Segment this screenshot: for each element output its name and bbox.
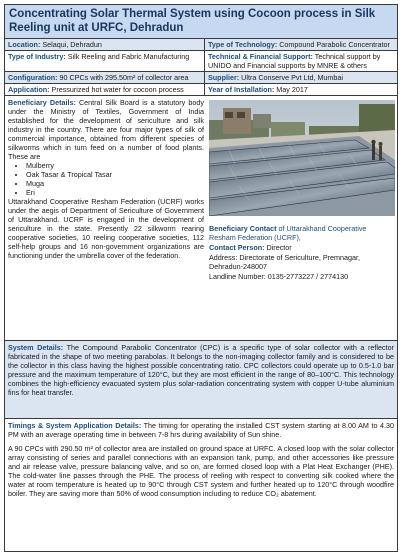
beneficiary-contact xyxy=(209,224,395,282)
case-study-page xyxy=(4,4,398,552)
application-cell xyxy=(5,84,205,95)
contact-address: Address: Directorate of Sericulture, Premnagar, Dehradun-248007 xyxy=(209,253,361,271)
beneficiary-section xyxy=(5,96,397,341)
industry-cell xyxy=(5,51,205,71)
contact-label: Beneficiary Contact xyxy=(209,224,277,233)
support-label: Technical & Financial Support: xyxy=(208,52,313,61)
silk-type-item: • Muga xyxy=(26,179,204,188)
configuration-cell xyxy=(5,72,205,83)
tech-type-value: Compound Parabolic Concentrator xyxy=(277,40,390,49)
application-label: Application: xyxy=(8,85,50,94)
supplier-label: Supplier: xyxy=(208,73,240,82)
silk-type-item: • Mulberry xyxy=(26,161,204,170)
configuration-label: Configuration: xyxy=(8,73,58,82)
contact-person-label: Contact Person: xyxy=(209,243,265,252)
info-row-1 xyxy=(5,39,397,51)
contact-phone: Landline Number: 0135-2773227 / 2774130 xyxy=(209,272,349,281)
tech-type-cell xyxy=(205,39,397,50)
support-cell xyxy=(205,51,397,71)
industry-value: Silk Reeling and Fabric Manufacturing xyxy=(65,52,190,61)
system-text: The Compound Parabolic Concentrator (CPC) is a specific type of solar collector with a reflector fabricated in the shape of two meeting parabolas. It belongs to the non-imaging collector family and is considered to be the collector in this class having the highest possible concentrating ratio. CPC collectors could operate up to 0.5-1.0 bar pressure and the maximum temperature of 120°C, but they are most efficient in the range of 80–100°C. This technology combines the high-efficiency evacuated system plus solar-radiation concentrating system with copper U-tube aluminium fins for heat transfer. xyxy=(8,343,395,397)
beneficiary-text xyxy=(8,98,204,260)
contact-person: Director xyxy=(264,243,292,252)
beneficiary-intro: Central Silk Board is a statutory body under the Ministry of Textiles, Government of India established for the development of sericulture and silk industry in the country. There are four major types of silk of commercial importance, obtained from different species of silkworms which in turn feed on a number of food plants. These are xyxy=(8,98,204,161)
beneficiary-label: Beneficiary Details: xyxy=(8,98,76,107)
supplier-cell xyxy=(205,72,397,83)
contact-org: of Uttarakhand Cooperative Resham Federation (UCRF), xyxy=(209,224,367,242)
silk-type-item: • Eri xyxy=(26,188,204,197)
location-label: Location: xyxy=(8,40,41,49)
timing-text-1: The timing for operating the installed CST system starting at 8.00 AM to 4.30 PM with an average operating time in between 7-8 hrs during availability of Sun shine. xyxy=(8,421,394,439)
installation-value: May 2017 xyxy=(274,85,308,94)
info-row-4 xyxy=(5,84,397,96)
solar-field-image xyxy=(209,100,395,216)
page-title: Concentrating Solar Thermal System using Cocoon process in Silk Reeling unit at URFC, Dehradun xyxy=(5,5,397,39)
tech-type-label: Type of Technology: xyxy=(208,40,278,49)
silk-types-list xyxy=(26,161,204,197)
location-value: Selaqui, Dehradun xyxy=(40,40,102,49)
system-label: System Details: xyxy=(8,343,64,352)
solar-collector-photo xyxy=(209,100,395,216)
application-value: Pressurized hot water for cocoon process xyxy=(49,85,184,94)
installation-label: Year of Installation: xyxy=(208,85,275,94)
timing-text-2: A 90 CPCs with 290.50 m² of collector area are installed on ground space at URFC. A closed loop with the solar collector array consisting of series and parallel connections with an expansion tank, pump, and other accessories like pressure and air release valve, pressure balancing valve, and so on, are formed closed loop with a Plat Heat Exchanger (PHE). The cold-water line passes through the PHE. The process of reeling with respect to converting silk cooked where the water at room temperature is heated up to 90°C through CST system and further heated up to 120°C through woodfire boiler. They are saving more than 50% of wood consumption including to reduce CO₂ abatement. xyxy=(8,444,394,498)
silk-type-item: • Oak Tasar & Tropical Tasar xyxy=(26,170,204,179)
timing-details xyxy=(5,419,397,505)
configuration-value: 90 CPCs with 295.50m² of collector area xyxy=(57,73,189,82)
ucrf-description: Uttarakhand Cooperative Resham Federation (UCRF) works under the aegis of Department of Sericulture of Government of Uttarakhand. UCRF is engaged in the development of sericulture in the state. Presently 22 silkworm rearing cooperative societies, 10 reeling cooperative societies, 112 self-help groups and 16 non-government organizations are functioning under the umbrella cover of the federation. xyxy=(8,197,204,260)
installation-cell xyxy=(205,84,397,95)
info-row-2 xyxy=(5,51,397,72)
timing-label: Timings & System Application Details: xyxy=(8,421,142,430)
industry-label: Type of Industry: xyxy=(8,52,66,61)
system-details xyxy=(5,341,397,419)
location-cell xyxy=(5,39,205,50)
support-value: Technical support by UNIDO and Financial supports by MNRE & others xyxy=(208,52,381,70)
info-row-3 xyxy=(5,72,397,84)
supplier-value: Ultra Conserve Pvt Ltd, Mumbai xyxy=(239,73,344,82)
